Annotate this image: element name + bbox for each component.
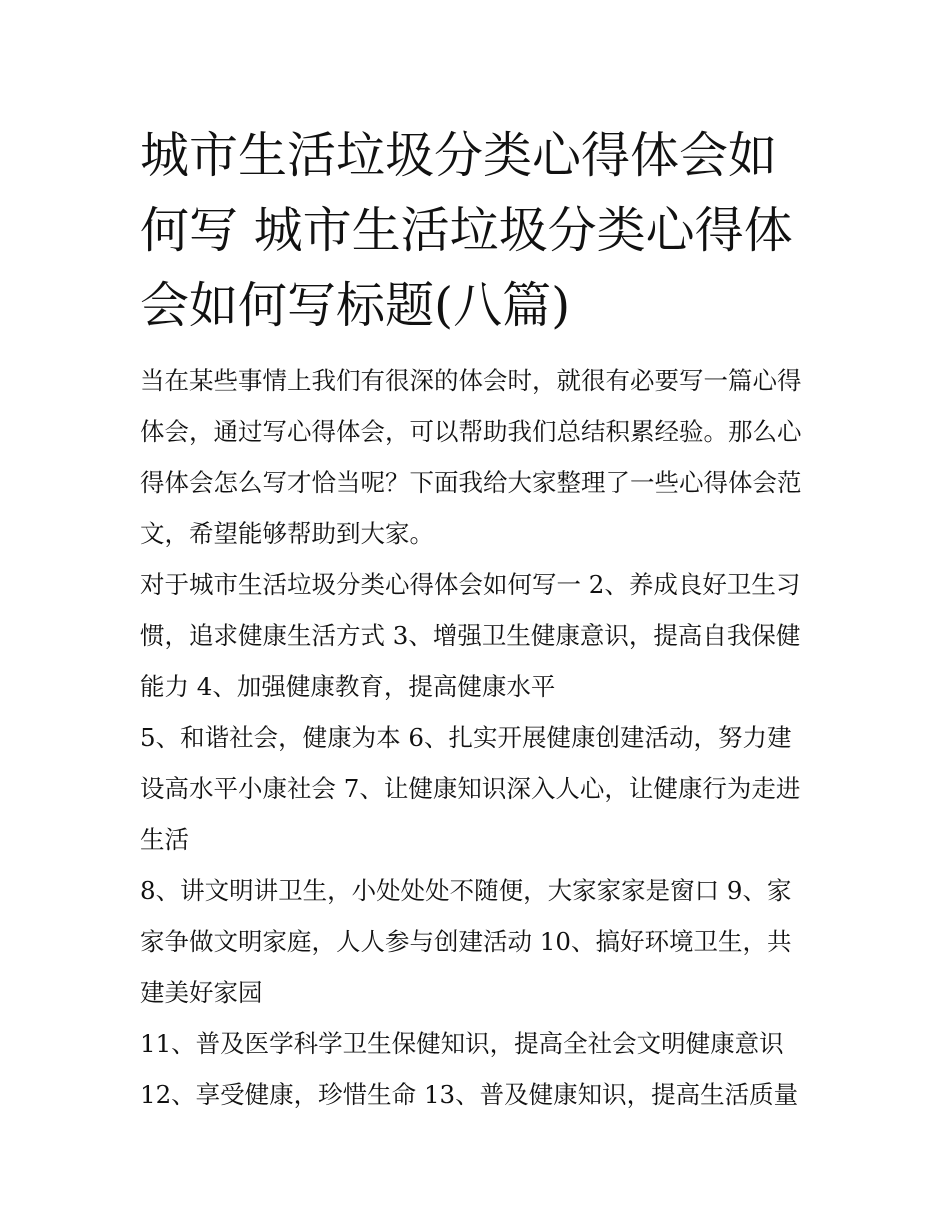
document-page (140, 118, 812, 1120)
paragraph-intro: 当在某些事情上我们有很深的体会时，就很有必要写一篇心得体会，通过写心得体会，可以帮助我们总结积累经验。那么心得体会怎么写才恰当呢？下面我给大家整理了一些心得体会范文，希望能够帮助到大家。 (140, 366, 802, 548)
paragraph-slogans-5: 12、享受健康，珍惜生命 13、普及健康知识，提高生活质量 (140, 1080, 799, 1109)
document-title: 城市生活垃圾分类心得体会如何写 城市生活垃圾分类心得体会如何写标题(八篇) (140, 127, 793, 334)
paragraph-slogans-1: 对于城市生活垃圾分类心得体会如何写一 2、养成良好卫生习惯，追求健康生活方式 3、增强卫生健康意识，提高自我保健能力 4、加强健康教育，提高健康水平 (140, 570, 801, 701)
paragraph-slogans-3: 8、讲文明讲卫生，小处处处不随便，大家家家是窗口 9、家家争做文明家庭，人人参与创建活动 10、搞好环境卫生，共建美好家园 (140, 876, 792, 1007)
paragraph-slogans-4: 11、普及医学科学卫生保健知识，提高全社会文明健康意识 (140, 1029, 784, 1058)
paragraph-slogans-2: 5、和谐社会，健康为本 6、扎实开展健康创建活动，努力建设高水平小康社会 7、让健康知识深入人心，让健康行为走进生活 (140, 723, 801, 854)
